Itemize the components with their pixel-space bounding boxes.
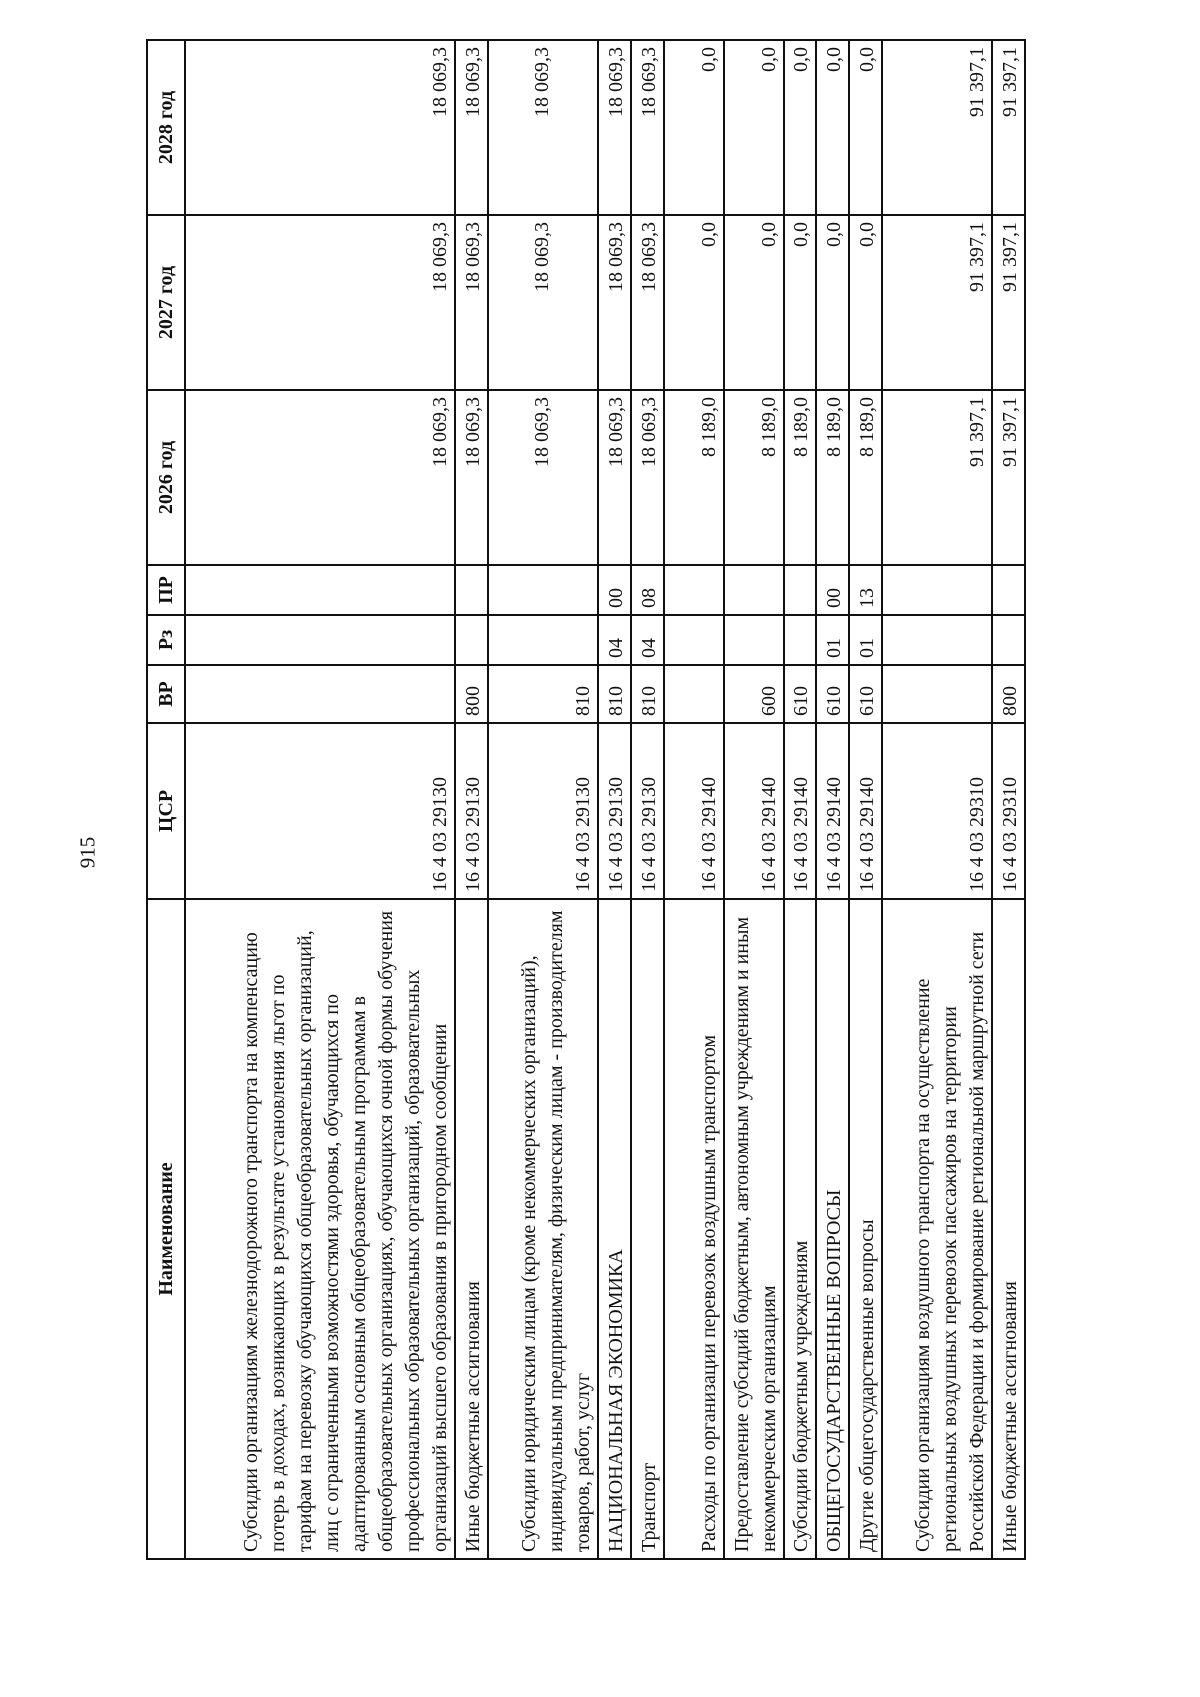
cell-name: ОБЩЕГОСУДАРСТВЕННЫЕ ВОПРОСЫ <box>816 899 849 1559</box>
cell-pr <box>882 565 992 615</box>
cell-2028: 91 397,1 <box>992 40 1025 215</box>
cell-vr <box>882 665 992 723</box>
cell-2027: 91 397,1 <box>882 215 992 390</box>
col-header-2026: 2026 год <box>147 390 185 565</box>
cell-csr: 16 4 03 29130 <box>185 723 455 899</box>
cell-2027: 0,0 <box>784 215 817 390</box>
cell-pr <box>488 565 598 615</box>
cell-2028: 0,0 <box>724 40 784 215</box>
cell-csr: 16 4 03 29130 <box>631 723 664 899</box>
cell-csr: 16 4 03 29310 <box>992 723 1025 899</box>
cell-vr <box>185 665 455 723</box>
cell-name: НАЦИОНАЛЬНАЯ ЭКОНОМИКА <box>598 899 631 1559</box>
cell-2028: 91 397,1 <box>882 40 992 215</box>
cell-2027: 0,0 <box>724 215 784 390</box>
cell-pr <box>664 565 724 615</box>
table-row <box>849 40 882 1559</box>
cell-name: Субсидии юридическим лицам (кроме некоммерческих организаций), индивидуальным предпринимателям, физическим лицам - производителям товаров, работ, услуг <box>488 899 598 1559</box>
cell-2026: 8 189,0 <box>849 390 882 565</box>
col-header-2027: 2027 год <box>147 215 185 390</box>
cell-pr <box>724 565 784 615</box>
cell-2026: 91 397,1 <box>882 390 992 565</box>
cell-name: Транспорт <box>631 899 664 1559</box>
cell-2028: 0,0 <box>816 40 849 215</box>
cell-pr: 00 <box>816 565 849 615</box>
cell-2028: 0,0 <box>664 40 724 215</box>
col-header-name: Наименование <box>147 899 185 1559</box>
table-row <box>631 40 664 1559</box>
table-row <box>185 40 455 1559</box>
table-row <box>784 40 817 1559</box>
cell-rz <box>992 615 1025 665</box>
cell-vr: 610 <box>849 665 882 723</box>
cell-2027: 18 069,3 <box>455 215 488 390</box>
cell-name: Субсидии бюджетным учреждениям <box>784 899 817 1559</box>
table-row <box>724 40 784 1559</box>
cell-name: Иные бюджетные ассигнования <box>455 899 488 1559</box>
budget-table <box>146 39 1026 1560</box>
col-header-pr: ПР <box>147 565 185 615</box>
cell-2026: 18 069,3 <box>598 390 631 565</box>
cell-rz <box>455 615 488 665</box>
cell-2026: 18 069,3 <box>631 390 664 565</box>
page-number: 915 <box>75 836 100 869</box>
cell-csr: 16 4 03 29130 <box>455 723 488 899</box>
col-header-rz: Рз <box>147 615 185 665</box>
col-header-csr: ЦСР <box>147 723 185 899</box>
cell-rz <box>882 615 992 665</box>
cell-2028: 18 069,3 <box>455 40 488 215</box>
table-row <box>598 40 631 1559</box>
cell-csr: 16 4 03 29140 <box>784 723 817 899</box>
cell-2028: 0,0 <box>784 40 817 215</box>
cell-vr: 800 <box>455 665 488 723</box>
cell-2027: 18 069,3 <box>598 215 631 390</box>
cell-csr: 16 4 03 29140 <box>816 723 849 899</box>
cell-csr: 16 4 03 29140 <box>724 723 784 899</box>
cell-2027: 18 069,3 <box>631 215 664 390</box>
cell-rz: 04 <box>598 615 631 665</box>
cell-vr: 810 <box>488 665 598 723</box>
cell-pr <box>185 565 455 615</box>
cell-rz: 01 <box>849 615 882 665</box>
cell-name: Другие общегосударственные вопросы <box>849 899 882 1559</box>
cell-2028: 0,0 <box>849 40 882 215</box>
cell-csr: 16 4 03 29130 <box>598 723 631 899</box>
table-header-row <box>147 40 185 1559</box>
cell-2026: 18 069,3 <box>185 390 455 565</box>
cell-2028: 18 069,3 <box>598 40 631 215</box>
cell-csr: 16 4 03 29310 <box>882 723 992 899</box>
table-row <box>488 40 598 1559</box>
table-row <box>664 40 724 1559</box>
cell-2026: 91 397,1 <box>992 390 1025 565</box>
cell-pr <box>992 565 1025 615</box>
cell-2026: 8 189,0 <box>724 390 784 565</box>
cell-csr: 16 4 03 29130 <box>488 723 598 899</box>
cell-2026: 18 069,3 <box>455 390 488 565</box>
cell-name: Субсидии организациям железнодорожного транспорта на компенсацию потерь в доходах, возникающих в результате установления льгот по тарифам на перевозку обучающихся общеобразовательных организаций, лиц с ограниченными возможностями здоровья, обучающихся по адаптированным основным общеобразовательным программам в общеобразовательных организациях, обучающихся очной формы обучения профессиональных образовательных организаций, образовательных организаций высшего образования в пригородном сообщении <box>185 899 455 1559</box>
col-header-2028: 2028 год <box>147 40 185 215</box>
cell-name: Субсидии организациям воздушного транспорта на осуществление региональных воздушных перевозок пассажиров на территории Российской Федерации и формирование региональной маршрутной сети <box>882 899 992 1559</box>
cell-2028: 18 069,3 <box>488 40 598 215</box>
cell-vr: 610 <box>816 665 849 723</box>
cell-rz <box>185 615 455 665</box>
cell-vr: 800 <box>992 665 1025 723</box>
cell-2026: 8 189,0 <box>784 390 817 565</box>
cell-pr <box>784 565 817 615</box>
cell-rz <box>724 615 784 665</box>
cell-vr <box>664 665 724 723</box>
table-row <box>455 40 488 1559</box>
cell-csr: 16 4 03 29140 <box>664 723 724 899</box>
cell-rz: 04 <box>631 615 664 665</box>
cell-vr: 610 <box>784 665 817 723</box>
cell-2026: 8 189,0 <box>816 390 849 565</box>
cell-2027: 0,0 <box>816 215 849 390</box>
cell-2027: 18 069,3 <box>488 215 598 390</box>
cell-2026: 18 069,3 <box>488 390 598 565</box>
cell-2027: 0,0 <box>849 215 882 390</box>
cell-2027: 18 069,3 <box>185 215 455 390</box>
cell-rz <box>664 615 724 665</box>
cell-rz <box>784 615 817 665</box>
budget-table-rotated <box>146 40 1026 1560</box>
table-row <box>816 40 849 1559</box>
cell-name: Предоставление субсидий бюджетным, автономным учреждениям и иным некоммерческим организациям <box>724 899 784 1559</box>
cell-pr: 13 <box>849 565 882 615</box>
cell-vr: 600 <box>724 665 784 723</box>
cell-pr <box>455 565 488 615</box>
cell-2027: 0,0 <box>664 215 724 390</box>
cell-2028: 18 069,3 <box>185 40 455 215</box>
col-header-vr: ВР <box>147 665 185 723</box>
cell-pr: 08 <box>631 565 664 615</box>
table-row <box>882 40 992 1559</box>
cell-2027: 91 397,1 <box>992 215 1025 390</box>
cell-rz <box>488 615 598 665</box>
cell-pr: 00 <box>598 565 631 615</box>
cell-2028: 18 069,3 <box>631 40 664 215</box>
cell-2026: 8 189,0 <box>664 390 724 565</box>
cell-vr: 810 <box>598 665 631 723</box>
table-row <box>992 40 1025 1559</box>
cell-csr: 16 4 03 29140 <box>849 723 882 899</box>
cell-name: Иные бюджетные ассигнования <box>992 899 1025 1559</box>
cell-name: Расходы по организации перевозок воздушным транспортом <box>664 899 724 1559</box>
cell-vr: 810 <box>631 665 664 723</box>
cell-rz: 01 <box>816 615 849 665</box>
